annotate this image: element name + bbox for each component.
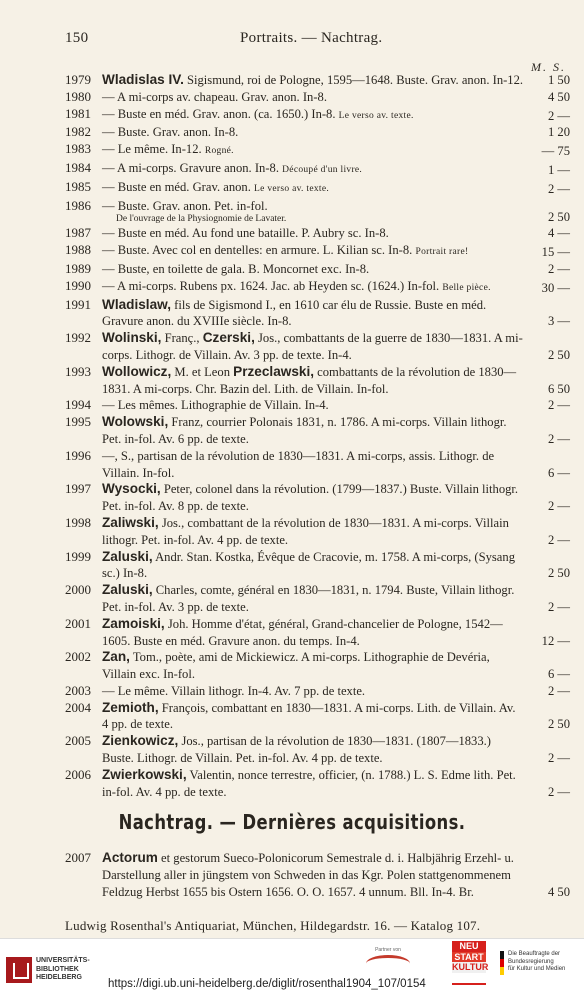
entry-price: 2 — (547, 532, 570, 547)
entry-number: 1997 (65, 481, 91, 497)
entry-name: Zaliwski, (102, 514, 159, 530)
entry-text: Franz, courrier Polonais 1831, n. 1786. A mi-corps. Villain lithogr. Pet. in-fol. Av. 6 pp. de texte. (102, 415, 507, 446)
partner-swoosh-icon (366, 955, 410, 972)
entry-text: fils de Sigismond I., en 1610 car élu de Russie. Buste en méd. Gravure anon. du XVIIIe siècle. In-8. (102, 297, 487, 329)
entry-price: 4 50 (547, 884, 570, 899)
entry-number: 2007 (65, 850, 91, 865)
entry-text: — A mi-corps. Rubens px. 1624. Jac. ab Heyden sc. (1624.) In-fol. (102, 278, 440, 293)
entry-number: 1999 (65, 548, 91, 564)
german-flag-icon (500, 951, 504, 975)
entry-number: 2000 (65, 582, 91, 598)
entry-text: Joh. Homme d'état, général, Grand-chancelier de Pologne, 1542—1605. Buste en méd. Gravure anon. du temps. In-4. (102, 616, 503, 648)
catalog-entry (0, 448, 584, 482)
entry-number: 2001 (65, 615, 91, 631)
entry-name: Wollowicz, (102, 363, 172, 379)
bkm-logo-text: Die Beauftragte der Bundesregierung für Kultur und Medien (508, 951, 566, 972)
entry-number: 1991 (65, 296, 91, 312)
catalog-entry (0, 700, 584, 734)
entry-price: 2 — (547, 108, 570, 123)
catalog-entry (0, 649, 584, 683)
entry-number: 1993 (65, 363, 91, 379)
entry-text: Jos., partisan de la révolution de 1830—1831. (1807—1833.) Buste. Lithogr. de Villain. Pet. in-fol. Av. 4 pp. de texte. (102, 734, 491, 766)
catalog-entry (0, 397, 584, 414)
entry-price: 30 — (541, 280, 570, 295)
entry-price: 2 — (547, 431, 570, 446)
entry-text: — Les mêmes. Lithographie de Villain. In-4. (102, 398, 329, 413)
catalog-entry (0, 261, 584, 278)
catalog-entry (0, 297, 584, 331)
entry-note: Le verso av. texte. (338, 110, 414, 121)
entry-price: 3 — (547, 314, 570, 329)
entry-price: 1 — (547, 162, 570, 177)
entry-price: — 75 (541, 144, 570, 159)
entry-number: 1982 (65, 124, 91, 140)
entry-name: Wolinski, (102, 330, 162, 346)
library-logo-text: UNIVERSITÄTS- BIBLIOTHEK HEIDELBERG (36, 957, 90, 981)
entry-number: 1981 (65, 105, 91, 121)
page-number: 150 (65, 30, 89, 46)
entry-price: 2 — (547, 499, 570, 514)
entry-number: 2006 (65, 766, 91, 782)
entry-text: Sigismund, roi de Pologne, 1595—1648. Buste. Grav. anon. In-12. (183, 73, 524, 87)
catalog-footer: Ludwig Rosenthal's Antiquariat, München, Hildegardstr. 16. — Katalog 107. (65, 918, 481, 933)
entry-price: 1 50 (547, 73, 570, 87)
entry-text: — Buste en méd. Grav. anon. (ca. 1650.) In-8. (102, 106, 336, 121)
entry-price: 12 — (541, 633, 570, 648)
section-title: Nachtrag. — Dernières acquisitions. (118, 810, 466, 834)
catalog-entry (0, 106, 584, 125)
entry-name: Zwierkowski, (102, 766, 187, 782)
catalog-entry (0, 225, 584, 242)
entry-text: Andr. Stan. Kostka, Évêque de Cracovie, m. 1758. A mi-corps, (Sysang sc.) In-8. (102, 549, 515, 581)
catalog-entry (0, 616, 584, 650)
entry-price: 6 — (547, 667, 570, 682)
entry-name: Wladislas IV. (102, 72, 184, 87)
entry-number: 2004 (65, 699, 91, 715)
entry-name: Zienkowicz, (102, 733, 179, 749)
entry-number: 1983 (65, 141, 91, 157)
catalog-entry (0, 582, 584, 616)
entry-name: Zamoiski, (102, 615, 165, 631)
entry-name: Wolowski, (102, 414, 169, 430)
entry-text: —, S., partisan de la révolution de 1830—1831. A mi-corps, assis. Lithogr. de Villain. In-fol. (102, 448, 495, 480)
entry-number: 1994 (65, 397, 91, 413)
neustart-kultur-logo[interactable]: NEU START KULTUR (452, 941, 486, 991)
entry-text: Peter, colonel dans la révolution. (1799—1837.) Buste. Villain lithogr. Pet. in-fol. Av. 8 pp. de texte. (102, 482, 519, 514)
entry-text: François, combattant en 1830—1831. A mi-corps. Lith. de Villain. Av. 4 pp. de texte. (102, 700, 516, 732)
entry-name: Actorum (102, 850, 158, 865)
entry-price: 6 50 (547, 381, 570, 396)
page-url[interactable]: https://digi.ub.uni-heidelberg.de/diglit/rosenthal1904_107/0154 (108, 978, 426, 990)
entry-name: Zaluski, (102, 548, 153, 564)
entry-note: Découpé d'un livre. (282, 164, 363, 175)
bkm-logo[interactable] (500, 951, 580, 985)
catalog-entry (0, 242, 584, 261)
entry-price: 6 — (547, 465, 570, 480)
entry-text: Jos., combattants de la guerre de 1830—1831. A mi-corps. Lithogr. de Villain. Av. 3 pp. de texte. In-4. (102, 331, 523, 362)
entry-text: — Le même. In-12. (102, 142, 202, 157)
catalog-entry (0, 124, 584, 141)
entry-name: Zaluski, (102, 582, 153, 598)
entry-note: Le verso av. texte. (254, 183, 330, 194)
entry-price: 2 50 (547, 717, 570, 732)
entry-number: 1995 (65, 414, 91, 430)
currency-heading: M. S. (531, 60, 566, 74)
catalog-entry (0, 549, 584, 583)
entry-price: 2 — (547, 751, 570, 766)
entry-number: 2003 (65, 682, 91, 698)
entry-price: 15 — (541, 245, 570, 260)
entry-text: M. et Leon (171, 364, 234, 379)
entry-price: 2 — (547, 181, 570, 196)
entry-text: Franç., (161, 331, 203, 346)
running-title: Portraits. — Nachtrag. (240, 30, 383, 46)
entry-text: — Buste, en toilette de gala. B. Moncornet exc. In-8. (102, 261, 370, 276)
entry-note: Belle pièce. (442, 282, 491, 293)
entry-price: 2 — (547, 599, 570, 614)
entry-number: 1998 (65, 514, 91, 530)
entry-number: 1987 (65, 225, 91, 241)
entry-text: — A mi-corps. Gravure anon. In-8. (102, 160, 279, 175)
catalog-entry (0, 330, 584, 364)
catalog-entry (0, 515, 584, 549)
catalog-entry (0, 414, 584, 448)
catalog-entries (0, 72, 584, 800)
entry-name: Zemioth, (102, 699, 159, 715)
viewer-bottom-bar (0, 938, 584, 996)
entry-price: 2 50 (547, 566, 570, 581)
entry-number: 1996 (65, 447, 91, 463)
entry-number: 2005 (65, 733, 91, 749)
entry-number: 1986 (65, 197, 91, 213)
entry-note: Portrait rare! (415, 247, 469, 258)
entry-number: 1980 (65, 88, 91, 104)
entry-price: 2 — (547, 683, 570, 698)
entry-number: 1979 (65, 72, 91, 87)
catalog-entry (0, 683, 584, 700)
catalog-entry (0, 278, 584, 297)
catalog-entry (0, 89, 584, 106)
entry-name: Wladislaw, (102, 296, 171, 312)
entry-price: 2 — (547, 398, 570, 413)
catalog-entry (0, 198, 584, 226)
library-logo[interactable] (6, 955, 96, 987)
entry-price: 4 — (547, 226, 570, 241)
entry-price: 2 50 (547, 209, 570, 224)
entry-name: Zan, (102, 649, 130, 665)
entry-text: — Le même. Villain lithogr. In-4. Av. 7 pp. de texte. (102, 683, 366, 698)
entry-text: — Buste en méd. Grav. anon. (102, 179, 251, 194)
entry-number: 1989 (65, 260, 91, 276)
entry-number: 1985 (65, 178, 91, 194)
entry-text: Jos., combattant de la révolution de 1830—1831. A mi-corps. Villain lithogr. Pet. in-fol. Av. 4 pp. de texte. (102, 515, 509, 547)
entry-name: Czerski, (202, 330, 255, 346)
entry-number: 2002 (65, 649, 91, 665)
acquisitions-list (0, 850, 584, 900)
catalog-entry (0, 160, 584, 179)
entry-number: 1988 (65, 242, 91, 258)
catalog-entry (0, 733, 584, 767)
entry-note: Rogné. (204, 146, 234, 157)
entry-text: — Buste. Avec col en dentelles: en armure. L. Kilian sc. In-8. (102, 243, 413, 258)
catalog-entry (0, 850, 584, 900)
entry-text: — Buste en méd. Au fond une bataille. P. Aubry sc. In-8. (102, 226, 389, 241)
entry-text: et gestorum Sueco-Polonicorum Semestrale d. i. Halbjährig Erzehl- u. Darstellung aller in jüngstem von Schweden in das Kgr. Polen stattgenommenem Feldzug Herbst 1655 bis Ostern 1656. O. O. 1657. 4 unnum. Bll. In-4. Br. (102, 851, 514, 899)
partner-caption: Partner von (375, 947, 401, 953)
entry-number: 1984 (65, 159, 91, 175)
partner-logo[interactable] (358, 947, 418, 975)
entry-text: Tom., poète, ami de Mickiewicz. A mi-corps. Lithographie de Devéria, Villain exc. In-fol. (102, 650, 490, 682)
library-logo-icon (6, 957, 32, 983)
entry-text: Charles, comte, général en 1830—1831, n. 1794. Buste, Villain lithogr. Pet. in-fol. Av. 3 pp. de texte. (102, 583, 515, 614)
entry-name: Wysocki, (102, 481, 161, 497)
entry-price: 4 50 (547, 89, 570, 104)
entry-text: — A mi-corps av. chapeau. Grav. anon. In-8. (102, 89, 327, 104)
entry-price: 2 — (547, 784, 570, 799)
catalog-entry (0, 72, 584, 89)
entry-number: 1990 (65, 277, 91, 293)
entry-note: De l'ouvrage de la Physiognomie de Lavater. (116, 214, 287, 225)
entry-text: combattants de la révolution de 1830—1831. A mi-corps. Chr. Bazin del. Lith. de Villain. In-fol. (102, 364, 517, 396)
entry-text: — Buste. Grav. anon. In-8. (102, 125, 239, 140)
entry-price: 2 — (547, 261, 570, 276)
entry-price: 2 50 (547, 347, 570, 362)
entry-text: Valentin, nonce terrestre, officier, (n. 1788.) L. S. Edme lith. Pet. in-fol. Av. 4 pp. de texte. (102, 767, 516, 799)
catalog-entry (0, 481, 584, 515)
entry-text: — Buste. Grav. anon. Pet. in-fol. (102, 198, 268, 213)
entry-name: Przeclawski, (233, 363, 314, 379)
catalog-entry (0, 179, 584, 198)
entry-price: 1 20 (547, 125, 570, 140)
catalog-entry (0, 364, 584, 398)
catalog-entry (0, 141, 584, 160)
entry-number: 1992 (65, 330, 91, 346)
catalog-entry (0, 767, 584, 801)
